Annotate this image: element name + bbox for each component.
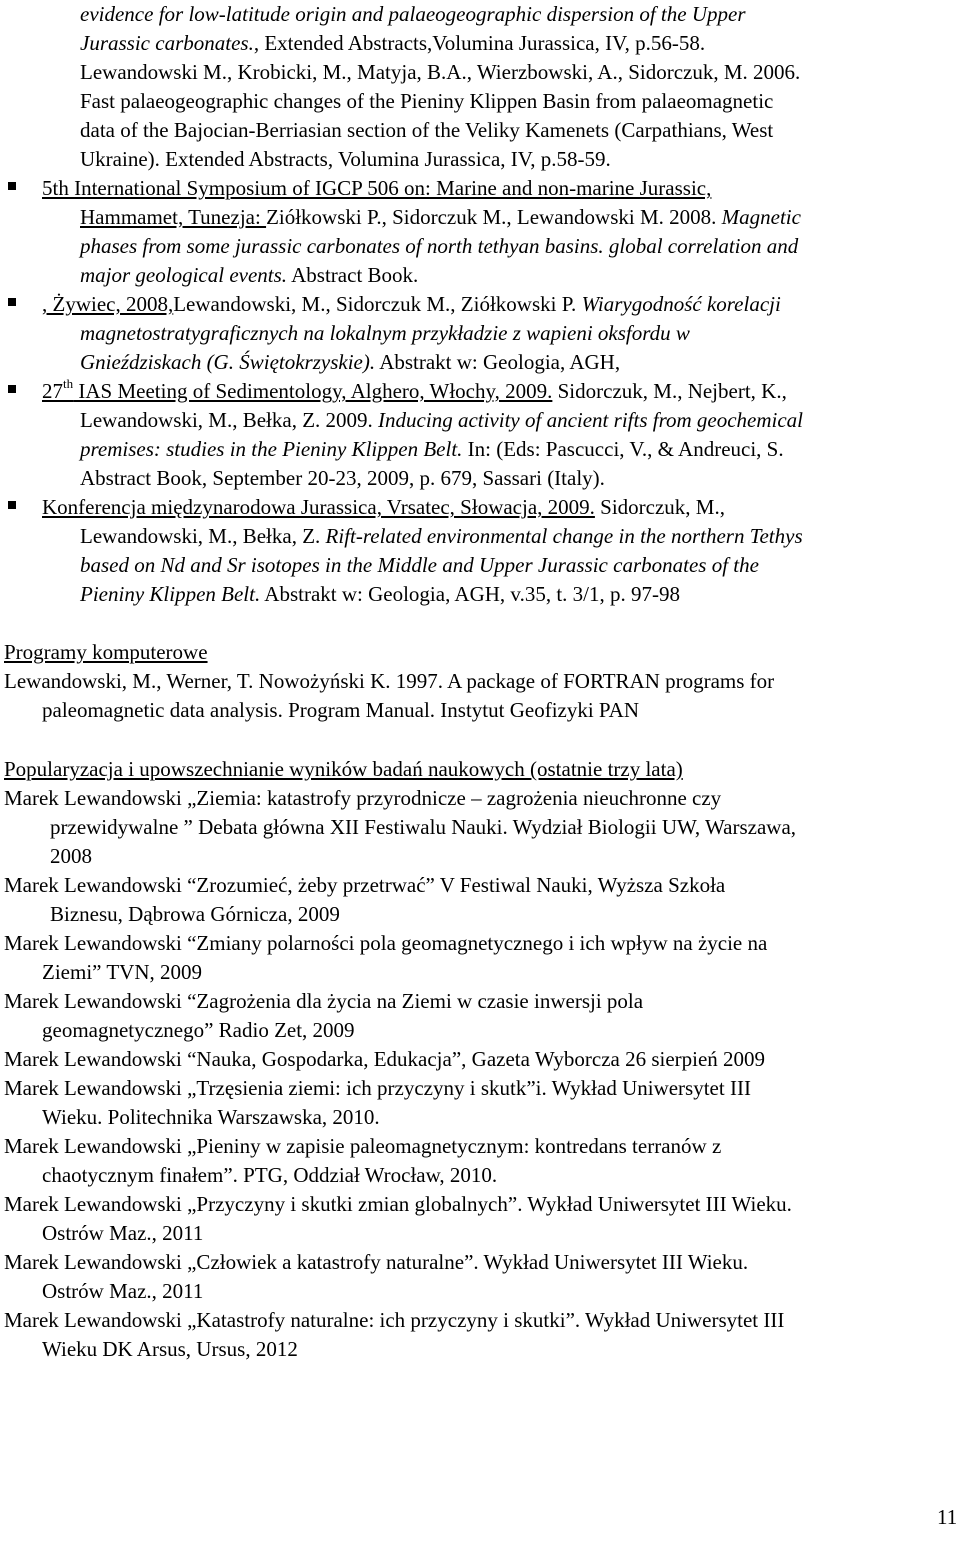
entry-source: Abstract Book.: [287, 263, 419, 287]
entry-authors: Lewandowski, M., Bełka, Z.: [80, 524, 326, 548]
section-heading: Programy komputerowe: [4, 640, 208, 664]
page-number: 11: [937, 1505, 958, 1529]
entry-authors: Ziółkowski P., Sidorczuk M., Lewandowski M. 2008.: [266, 205, 717, 229]
outreach-item-line: Ziemi” TVN, 2009: [42, 960, 203, 984]
outreach-item-line: geomagnetycznego” Radio Zet, 2009: [42, 1018, 355, 1042]
entry-authors: Sidorczuk, M., Nejbert, K.,: [552, 379, 787, 403]
software-entry-line: paleomagnetic data analysis. Program Manual. Instytut Geofizyki PAN: [42, 698, 640, 722]
bullet-marker: [8, 182, 16, 190]
entry-source: Abstrakt w: Geologia, AGH, v.35, t. 3/1, p. 97-98: [260, 582, 680, 606]
entry-text-line: [80, 580, 680, 609]
entry-source: , Extended Abstracts,Volumina Jurassica, IV, p.56-58.: [253, 31, 706, 55]
entry-text-line: [42, 290, 781, 319]
conference-location: , Żywiec, 2008,: [42, 292, 174, 316]
outreach-item-line: Ostrów Maz., 2011: [42, 1279, 204, 1303]
entry-italic-title: Pieniny Klippen Belt.: [80, 582, 261, 606]
conference-location: Hammamet, Tunezja:: [80, 205, 267, 229]
outreach-item-line: Marek Lewandowski „Trzęsienia ziemi: ich przyczyny i skutk”i. Wykład Uniwersytet III: [4, 1076, 751, 1100]
entry-text-fragment: Ukraine).: [80, 147, 160, 171]
entry-text-line: [42, 377, 787, 406]
entry-italic-title: magnetostratygraficznych na lokalnym przykładzie z wapieni oksfordu w: [80, 321, 690, 345]
outreach-item-line: chaotycznym finałem”. PTG, Oddział Wrocław, 2010.: [42, 1163, 498, 1187]
entry-italic-title: Rift-related environmental change in the northern Tethys: [325, 524, 803, 548]
entry-italic-title: major geological events.: [80, 263, 288, 287]
outreach-item-line: przewidywalne ” Debata główna XII Festiwalu Nauki. Wydział Biologii UW, Warszawa,: [50, 815, 797, 839]
outreach-item-line: Marek Lewandowski “Zrozumieć, żeby przetrwać” V Festiwal Nauki, Wyższa Szkoła: [4, 873, 726, 897]
entry-authors: Sidorczuk, M.,: [594, 495, 725, 519]
outreach-item-line: Marek Lewandowski „Przyczyny i skutki zmian globalnych”. Wykład Uniwersytet III Wieku.: [4, 1192, 792, 1216]
conference-name: Konferencja międzynarodowa Jurassica, Vrsatec, Słowacja, 2009.: [42, 495, 595, 519]
outreach-item-line: Marek Lewandowski „Pieniny w zapisie paleomagnetycznym: kontredans terranów z: [4, 1134, 722, 1158]
conference-name: 5th International Symposium of IGCP 506 on: Marine and non-marine Jurassic,: [42, 176, 712, 200]
entry-text-line: Fast palaeogeographic changes of the Pieniny Klippen Basin from palaeomagnetic: [80, 89, 774, 113]
entry-source: Abstrakt w: Geologia, AGH,: [375, 350, 621, 374]
entry-text-line: [80, 406, 803, 435]
entry-authors: Lewandowski, M., Sidorczuk M., Ziółkowski P.: [173, 292, 577, 316]
outreach-item-line: Ostrów Maz., 2011: [42, 1221, 204, 1245]
outreach-item-line: 2008: [50, 844, 92, 868]
entry-text-line: [80, 261, 418, 290]
outreach-item-line: Marek Lewandowski „Człowiek a katastrofy naturalne”. Wykład Uniwersytet III Wieku.: [4, 1250, 749, 1274]
conference-name: [42, 376, 553, 403]
outreach-item-line: Marek Lewandowski „Ziemia: katastrofy przyrodnicze – zagrożenia nieuchronne czy: [4, 786, 722, 810]
outreach-item-line: Wieku DK Arsus, Ursus, 2012: [42, 1337, 298, 1361]
bullet-marker: [8, 298, 16, 306]
entry-text-line: [80, 29, 705, 58]
entry-text-line: [80, 203, 801, 232]
entry-text-line: evidence for low-latitude origin and palaeogeographic dispersion of the Upper: [80, 2, 746, 26]
software-entry-line: Lewandowski, M., Werner, T. Nowożyński K. 1997. A package of FORTRAN programs for: [4, 669, 775, 693]
bullet-marker: [8, 385, 16, 393]
entry-text-line: [80, 522, 803, 551]
entry-italic-title: Jurassic carbonates.: [80, 31, 254, 55]
outreach-item-line: Wieku. Politechnika Warszawska, 2010.: [42, 1105, 380, 1129]
entry-italic-title: Inducing activity of ancient rifts from geochemical: [372, 408, 803, 432]
entry-source: In: (Eds: Pascucci, V., & Andreuci, S.: [462, 437, 784, 461]
section-heading: Popularyzacja i upowszechnianie wyników badań naukowych (ostatnie trzy lata): [4, 757, 683, 781]
bullet-marker: [8, 501, 16, 509]
outreach-item-line: Biznesu, Dąbrowa Górnicza, 2009: [50, 902, 340, 926]
entry-italic-title: based on Nd and Sr isotopes in the Middle and Upper Jurassic carbonates of the: [80, 553, 759, 577]
outreach-item-line: Marek Lewandowski “Nauka, Gospodarka, Edukacja”, Gazeta Wyborcza 26 sierpień 2009: [4, 1047, 766, 1071]
outreach-item-line: Marek Lewandowski „Katastrofy naturalne: ich przyczyny i skutki”. Wykład Uniwersytet III: [4, 1308, 785, 1332]
entry-italic-title: Gnieździskach (G. Świętokrzyskie).: [80, 350, 376, 374]
conference-number: 27: [42, 379, 63, 403]
entry-text-line: [80, 435, 784, 464]
entry-italic-title: Magnetic: [716, 205, 801, 229]
entry-authors: Lewandowski M., Krobicki, M., Matyja, B.A., Wierzbowski, A., Sidorczuk, M. 2006.: [80, 60, 801, 84]
entry-source: Abstract Book, September 20-23, 2009, p. 679, Sassari (Italy).: [80, 466, 605, 490]
entry-text-line: [42, 493, 725, 522]
entry-text-line: [80, 348, 620, 377]
entry-authors: Lewandowski, M., Bełka, Z. 2009.: [80, 408, 373, 432]
ordinal-superscript: th: [63, 376, 74, 391]
entry-source: Extended Abstracts, Volumina Jurassica, IV, p.58-59.: [159, 147, 611, 171]
entry-italic-title: premises: studies in the Pieniny Klippen Belt.: [80, 437, 463, 461]
conference-title: IAS Meeting of Sedimentology, Alghero, Włochy, 2009.: [73, 379, 553, 403]
outreach-item-line: Marek Lewandowski “Zmiany polarności pola geomagnetycznego i ich wpływ na życie na: [4, 931, 768, 955]
entry-italic-title: Wiarygodność korelacji: [576, 292, 781, 316]
entry-text-line: [80, 145, 611, 174]
outreach-item-line: Marek Lewandowski “Zagrożenia dla życia na Ziemi w czasie inwersji pola: [4, 989, 644, 1013]
entry-text-line: data of the Bajocian-Berriasian section of the Veliky Kamenets (Carpathians, West: [80, 118, 774, 142]
entry-italic-title: phases from some jurassic carbonates of north tethyan basins. global correlation and: [80, 234, 799, 258]
